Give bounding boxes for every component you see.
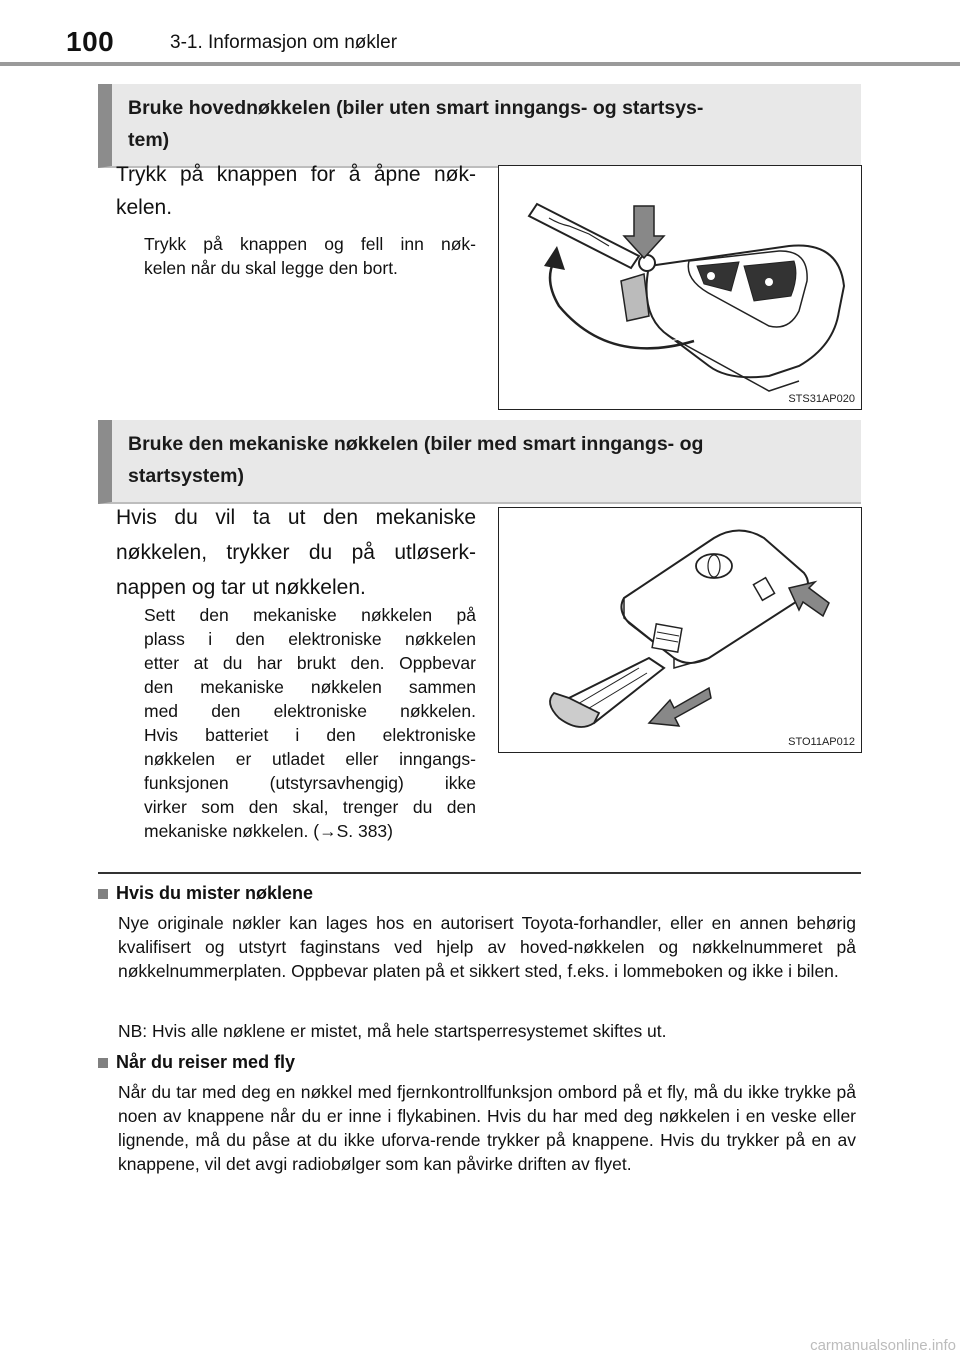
- gray-square-bullet-icon: [98, 1058, 108, 1068]
- section-heading-line: Bruke den mekaniske nøkkelen (biler med smart inngangs- og: [128, 433, 704, 455]
- mechanical-key-note: [144, 603, 476, 843]
- note-line: Sett den mekaniske nøkkelen på: [144, 605, 476, 625]
- note-paragraph: Nye originale nøkler kan lages hos en autorisert Toyota-forhandler, eller en annen behørig kvalifisert og utstyrt faginstans ved hjelp av hoved-nøkkelen og nøkkelnummeret på nøkkelnummerplaten. Oppbevar platen på et sikkert sted, f.eks. i lommeboken og ikke i bilen.: [118, 913, 856, 981]
- section-divider: [98, 872, 861, 874]
- note-paragraph: NB: Hvis alle nøklene er mistet, må hele startsperresystemet skiftes ut.: [118, 1021, 667, 1041]
- note-line: med den elektroniske nøkkelen.: [144, 701, 476, 721]
- instruction-line: nappen og tar ut nøkkelen.: [116, 576, 366, 599]
- chapter-title: 3-1. Informasjon om nøkler: [170, 32, 398, 53]
- smart-key-body: [621, 531, 808, 664]
- fold-arrow-head-icon: [544, 246, 565, 270]
- figure-code: STO11AP012: [788, 736, 855, 748]
- note-paragraph: Når du tar med deg en nøkkel med fjernkontrollfunksjon ombord på et fly, må du ikke trykke på noen av knappene når du er inne i flykabinen. Hvis du har med deg nøkkelen i en veske eller lignende, må du påse at du ikke uforva-rende trykker på knappene. Hvis du trykker på en av knappene, vil det avgi radiobølger som kan påvirke driften av flyet.: [118, 1082, 856, 1174]
- section-heading-line: startsystem): [128, 465, 244, 487]
- header-rule: [0, 62, 960, 66]
- instruction-line: Trykk på knappen for å åpne nøk-: [116, 163, 476, 186]
- page-number: 100: [66, 26, 115, 57]
- smart-key-illustration: [499, 508, 862, 753]
- press-arrow-icon: [624, 206, 664, 258]
- figure-smart-key: [498, 507, 862, 753]
- watermark: carmanualsonline.info: [810, 1337, 956, 1354]
- instruction-line: Hvis du vil ta ut den mekaniske: [116, 506, 476, 529]
- note-line: kelen når du skal legge den bort.: [144, 258, 398, 278]
- press-arrow-icon: [789, 582, 829, 616]
- release-button: [639, 255, 655, 271]
- note-line: mekaniske nøkkelen. (→S. 383): [144, 821, 393, 841]
- note-line: Trykk på knappen og fell inn nøk-: [144, 234, 476, 254]
- note-heading-air-travel: [98, 1052, 295, 1073]
- note-line: nøkkelen er utladet eller inngangs-: [144, 749, 476, 769]
- unlock-icon: [765, 278, 773, 286]
- instruction-line: kelen.: [116, 196, 173, 219]
- note-heading-text: Når du reiser med fly: [116, 1052, 296, 1072]
- section-heading-master-key: [98, 84, 861, 168]
- note-heading-lost-keys: [98, 883, 313, 904]
- lock-icon: [707, 272, 715, 280]
- instruction-fold-key-note: [144, 232, 476, 280]
- note-line: etter at du har brukt den. Oppbevar: [144, 653, 476, 673]
- note-line: Hvis batteriet i den elektroniske: [144, 725, 476, 745]
- folding-key-illustration: [499, 166, 862, 410]
- section-heading-line: tem): [128, 129, 170, 151]
- gray-square-bullet-icon: [98, 889, 108, 899]
- pull-arrow-icon: [649, 688, 711, 726]
- note-heading-text: Hvis du mister nøklene: [116, 883, 314, 903]
- instruction-remove-mechanical-key: [116, 500, 476, 605]
- key-blade: [529, 204, 639, 268]
- note-line: den mekaniske nøkkelen sammen: [144, 677, 476, 697]
- section-heading-line: Bruke hovednøkkelen (biler uten smart inngangs- og startsys-: [128, 97, 704, 119]
- figure-folding-key: [498, 165, 862, 410]
- note-line: virker som den skal, trenger du den: [144, 797, 476, 817]
- note-line: funksjonen (utstyrsavhengig) ikke: [144, 773, 476, 793]
- figure-code: STS31AP020: [788, 393, 855, 405]
- instruction-open-key: [116, 158, 476, 224]
- section-heading-mechanical-key: [98, 420, 861, 504]
- instruction-line: nøkkelen, trykker du på utløserk-: [116, 541, 476, 564]
- note-line: plass i den elektroniske nøkkelen: [144, 629, 476, 649]
- key-hinge: [621, 274, 649, 321]
